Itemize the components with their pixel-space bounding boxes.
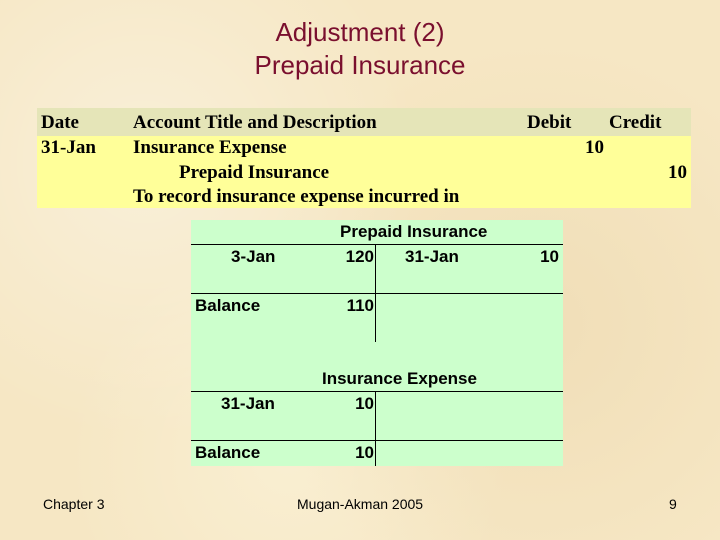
t-account-prepaid-balance-amount: 110	[346, 296, 374, 315]
slide-title	[0, 16, 720, 82]
t-account-prepaid-title: Prepaid Insurance	[340, 222, 488, 241]
journal-entry-date: 31-Jan	[41, 137, 96, 158]
journal-header-date: Date	[41, 112, 79, 133]
t-account-expense-debit-amount: 10	[355, 394, 374, 413]
footer-chapter: Chapter 3	[43, 496, 105, 512]
journal-credit-account: Prepaid Insurance	[179, 162, 330, 183]
t-account-expense-top-line	[191, 391, 563, 392]
footer-page-number: 9	[669, 496, 677, 512]
t-account-expense-balance-amount: 10	[355, 443, 374, 462]
t-account-expense-divider	[375, 391, 376, 466]
t-accounts-panel	[191, 220, 563, 466]
t-account-expense-balance-label: Balance	[195, 443, 261, 462]
t-account-prepaid-balance-label: Balance	[195, 296, 261, 315]
t-account-expense-balance-line	[191, 440, 563, 441]
slide-title-line2: Prepaid Insurance	[254, 50, 466, 80]
journal-debit-amount: 10	[585, 137, 604, 158]
t-account-expense-debit-date: 31-Jan	[221, 394, 275, 413]
footer-author: Mugan-Akman 2005	[297, 496, 424, 512]
journal-header-account: Account Title and Description	[133, 112, 377, 133]
t-account-prepaid-balance-line	[191, 293, 563, 294]
journal-credit-amount: 10	[668, 162, 687, 183]
journal-header-credit: Credit	[609, 112, 662, 133]
t-account-prepaid-debit-date: 3-Jan	[231, 247, 276, 266]
t-account-prepaid-debit-amount: 120	[345, 247, 374, 266]
t-account-prepaid-credit-date: 31-Jan	[405, 247, 459, 266]
t-account-prepaid-credit-amount: 10	[540, 247, 559, 266]
journal-debit-account: Insurance Expense	[133, 137, 287, 158]
t-account-expense-title: Insurance Expense	[322, 369, 477, 388]
t-account-prepaid-top-line	[191, 244, 563, 245]
journal-entry-table	[37, 108, 691, 208]
journal-description: To record insurance expense incurred in	[133, 186, 460, 207]
slide-title-line1: Adjustment (2)	[275, 17, 445, 47]
journal-header-debit: Debit	[527, 112, 572, 133]
